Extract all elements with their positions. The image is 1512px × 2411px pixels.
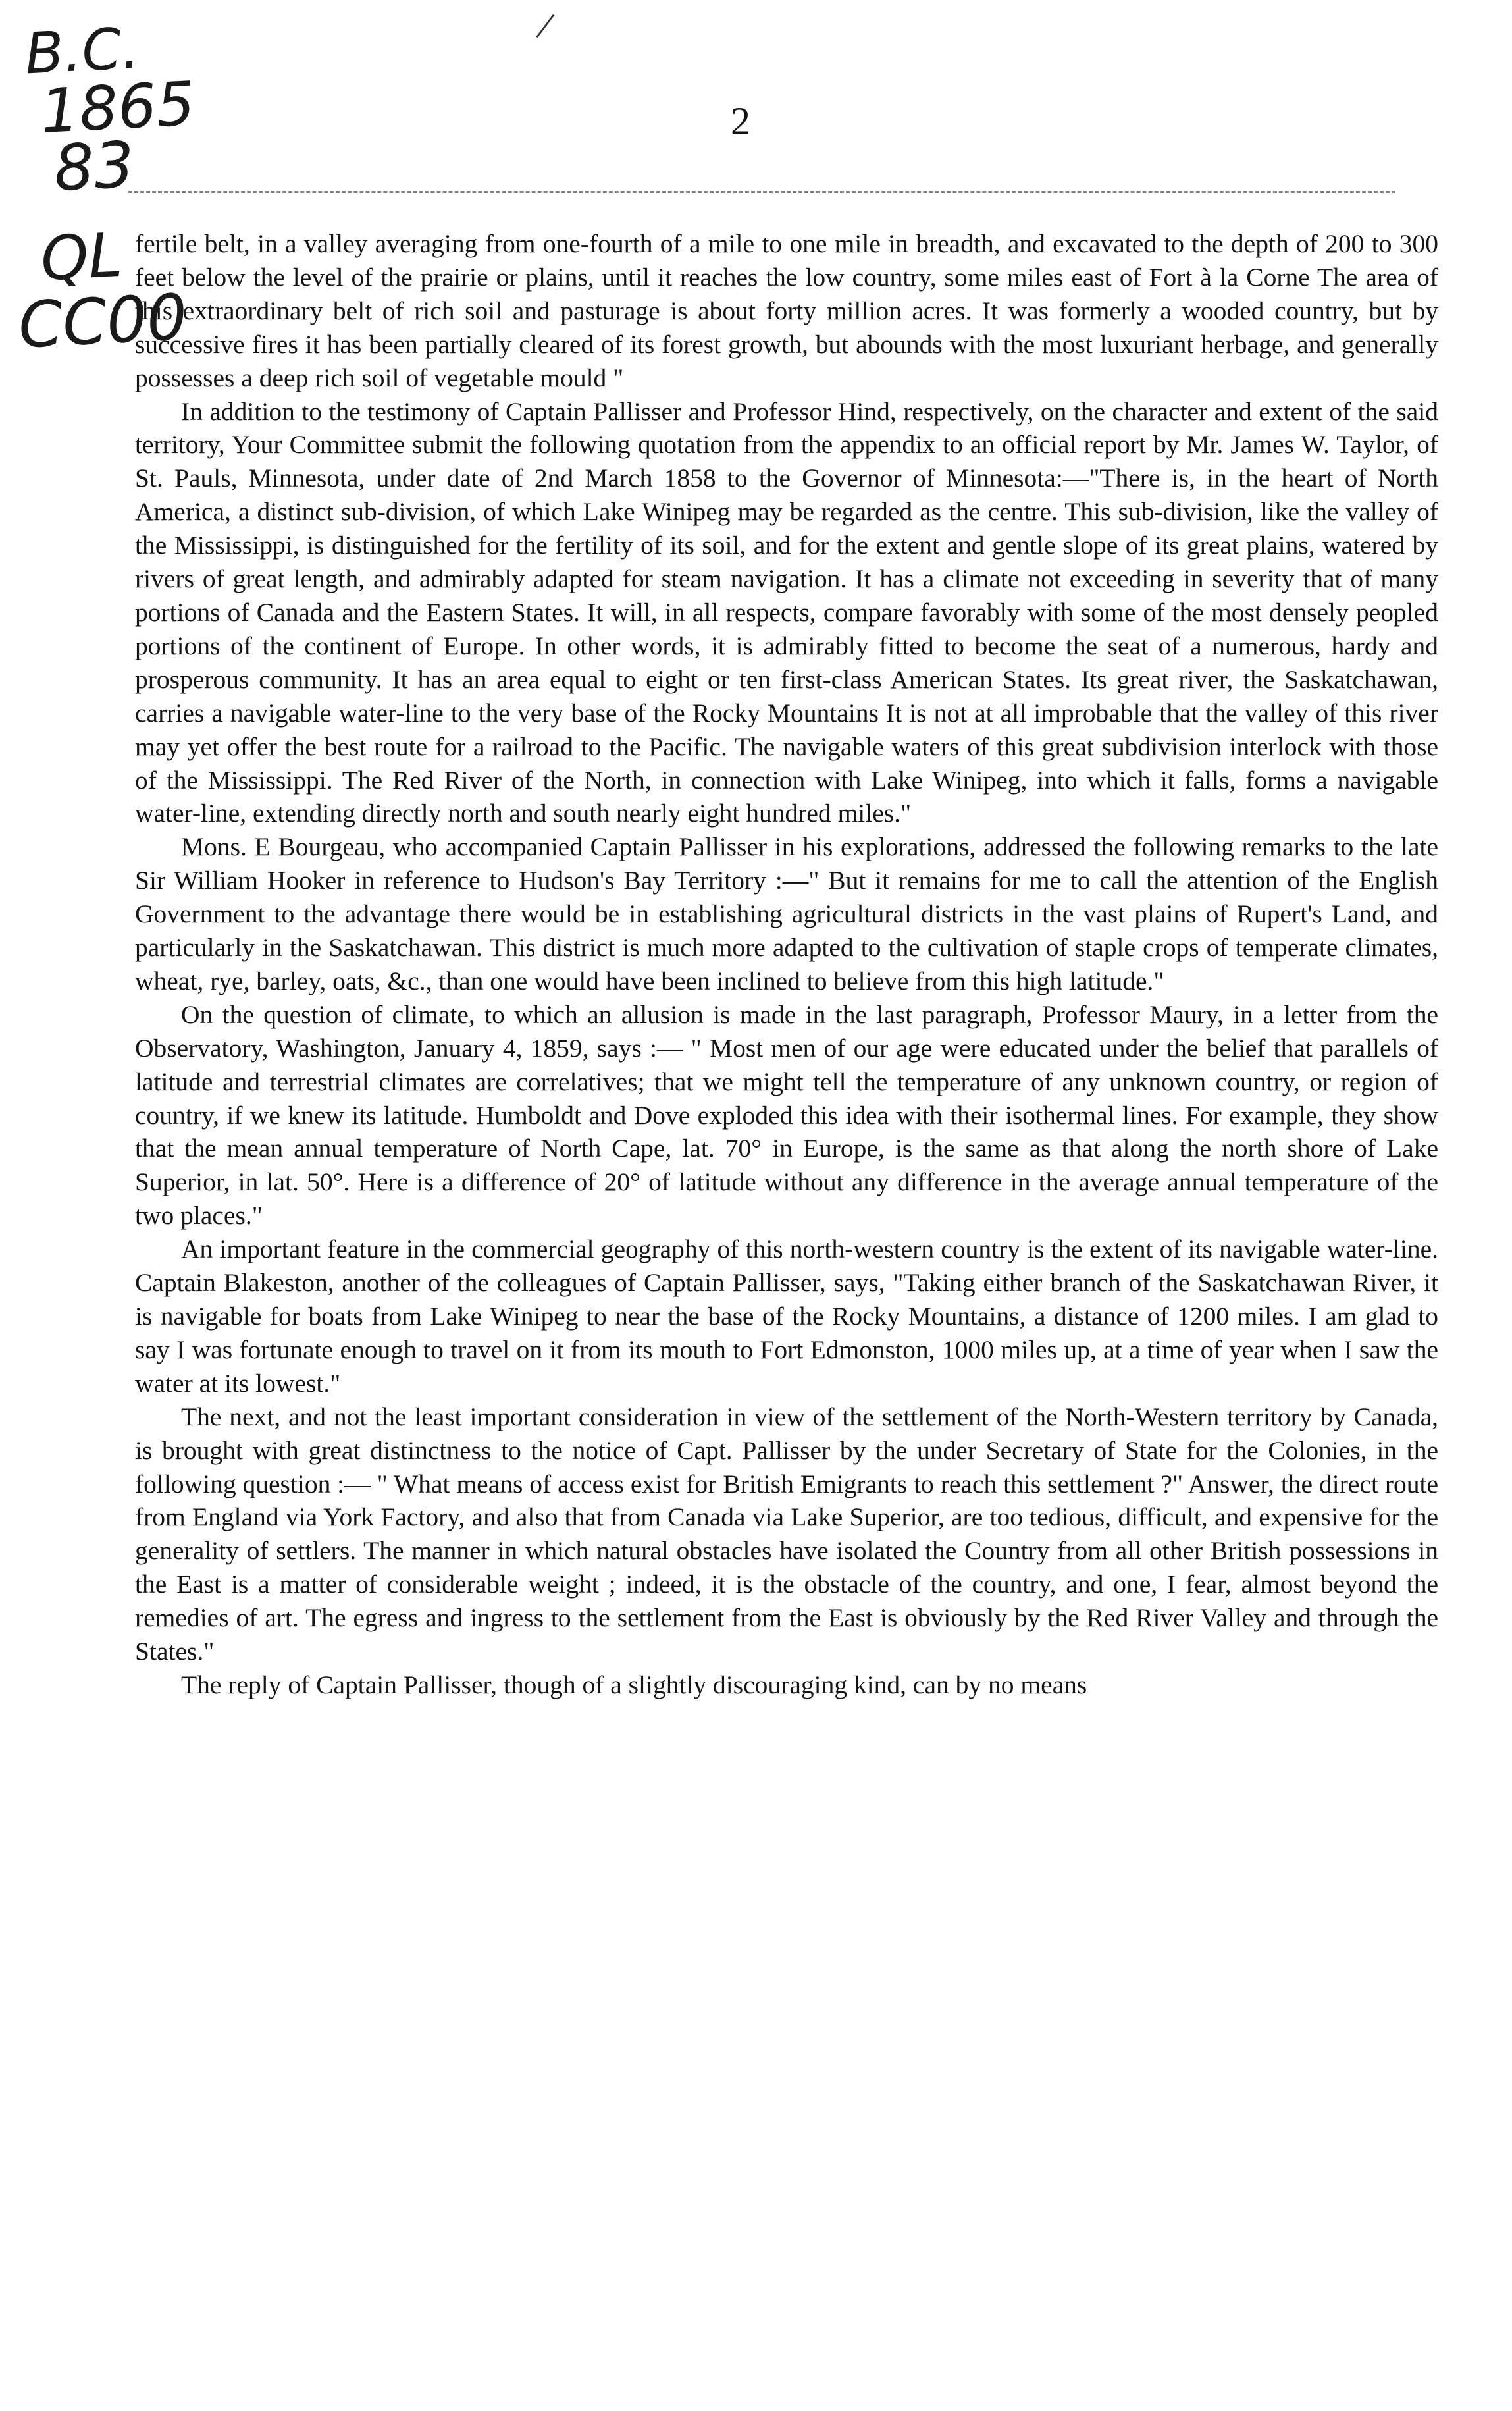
handwritten-margin-note-cc: CC00 — [16, 280, 189, 363]
paragraph-maury-climate: On the question of climate, to which an allusion is made in the last paragraph, Professor Maury, in a letter from the Observatory, Washington, January 4, 1859, says :— " Most men of our age were educated under the belief that parallels of latitude and terrestrial climates are correlatives; that we might tell the temperature of any unknown country, or region of country, if we knew its latitude. Humboldt and Dove exploded this idea with their isothermal lines. For example, they show that the mean annual temperature of North Cape, lat. 70° in Europe, is the same as that along the north shore of Lake Superior, in lat. 50°. Here is a difference of 20° of latitude without any difference in the average annual temperature of the two places." — [135, 999, 1438, 1231]
handwritten-annotation-year: 1865 — [39, 68, 197, 147]
page-number: 2 — [731, 99, 750, 143]
paragraph-navigable-waterline: An important feature in the commercial geography of this north-western country is the extent of its navigable water-line. Captain Blakeston, another of the colleagues of Captain Pallisser, says, "Taking either branch of the Saskatchawan River, it is navigable for boats from Lake Winipeg to near the base of the Rocky Mountains, a distance of 1200 miles. I am glad to say I was fortunate enough to travel on it from its mouth to Fort Edmonston, 1000 miles up, at a time of year when I saw the water at its lowest." — [135, 1234, 1438, 1398]
paragraph-continuation: fertile belt, in a valley averaging from one-fourth of a mile to one mile in breadth, and excavated to the depth of 200 to 300 feet below the level of the prairie or plains, until it reaches the low country, some miles east of Fort à la Corne The area of this extraordinary belt of rich soil and pasturage is about forty million acres. It was formerly a wooded country, but by successive fires it has been partially cleared of its forest growth, but abounds with the most luxuriant herbage, and generally possesses a deep rich soil of vegetable mould " — [135, 229, 1438, 392]
stray-mark: / — [533, 3, 558, 48]
handwritten-annotation-bc: B.C. — [23, 15, 142, 88]
handwritten-margin-note-ql: QL — [39, 219, 124, 295]
handwritten-annotation-number: 83 — [52, 127, 137, 206]
document-body — [135, 227, 1438, 1702]
header-rule — [128, 191, 1395, 193]
paragraph-emigrant-access: The next, and not the least important consideration in view of the settlement of the North-Western territory by Canada, is brought with great distinctness to the notice of Capt. Pallisser by the under Secretary of State for the Colonies, in the following question :— " What means of access exist for British Emigrants to reach this settlement ?" Answer, the direct route from England via York Factory, and also that from Canada via Lake Superior, are too tedious, difficult, and expensive for the generality of settlers. The manner in which natural obstacles have isolated the Country from all other British possessions in the East is a matter of considerable weight ; indeed, it is the obstacle of the country, and one, I fear, almost beyond the remedies of art. The egress and ingress to the settlement from the East is obviously by the Red River Valley and through the States." — [135, 1402, 1438, 1666]
paragraph-taylor-quotation: In addition to the testimony of Captain Pallisser and Professor Hind, respectively, on the character and extent of the said territory, Your Committee submit the following quotation from the appendix to an official report by Mr. James W. Taylor, of St. Pauls, Minnesota, under date of 2nd March 1858 to the Governor of Minnesota:—"There is, in the heart of North America, a distinct sub-division, of which Lake Winipeg may be regarded as the centre. This sub-division, like the valley of the Mississippi, is distinguished for the fertility of its soil, and for the extent and gentle slope of its great plains, watered by rivers of great length, and admirably adapted for steam navigation. It has a climate not exceeding in severity that of many portions of Canada and the Eastern States. It will, in all respects, compare favorably with some of the most densely peopled portions of the continent of Europe. In other words, it is admirably fitted to become the seat of a numerous, hardy and prosperous community. It has an area equal to eight or ten first-class American States. Its great river, the Saskatchawan, carries a navigable water-line to the very base of the Rocky Mountains It is not at all improbable that the valley of this river may yet offer the best route for a railroad to the Pacific. The navigable waters of this great subdivision interlock with those of the Mississippi. The Red River of the North, in connection with Lake Winipeg, into which it falls, forms a navigable water-line, extending directly north and south nearly eight hundred miles." — [135, 396, 1438, 828]
paragraph-bourgeau-remarks: Mons. E Bourgeau, who accompanied Captain Pallisser in his explorations, addressed the following remarks to the late Sir William Hooker in reference to Hudson's Bay Territory :—" But it remains for me to call the attention of the English Government to the advantage there would be in establishing agricultural districts in the vast plains of Rupert's Land, and particularly in the Saskatchawan. This district is much more adapted to the cultivation of staple crops of temperate climates, wheat, rye, barley, oats, &c., than one would have been inclined to believe from this high latitude." — [135, 832, 1438, 995]
paragraph-pallisser-reply: The reply of Captain Pallisser, though of a slightly discouraging kind, can by no means — [181, 1670, 1087, 1699]
